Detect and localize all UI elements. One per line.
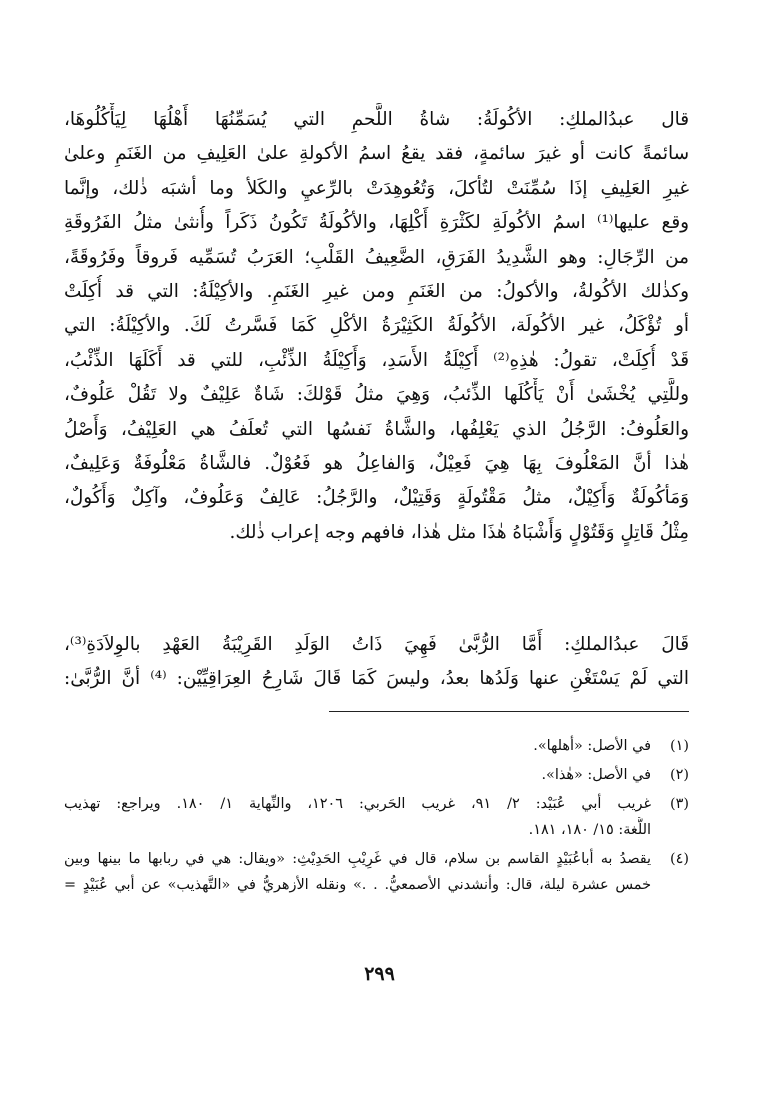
text-line: وَمَأكُولَةٌ وَأَكِيْلٌ، مثلُ مَقْتُولَةٍ وَقَتِيْلٌ، والرَّجُلُ: عَالِفٌ وَعَلُوفٌ، وآكِلٌ وَأَكُولٌ، [64, 487, 689, 509]
main-paragraph-1 [64, 103, 689, 550]
text-line: وقع عليها⁽¹⁾ اسمُ الأكُولَةِ لكَثْرَةِ أَكْلِهَا، والأكُولَةُ تَكُونُ ذَكَراً وأُنثىٰ مثلُ الفَرُوقَةِ [64, 212, 689, 234]
footnote-number: (٢) [670, 767, 689, 783]
footnote-text [64, 733, 651, 759]
footnote-number: (١) [670, 738, 689, 754]
text-line: قَالَ عبدُالملكِ: أَمَّا الرُّبَّىٰ فَهِيَ ذَاتُ الوَلَدِ القَرِيْبَةُ العَهْدِ بالوِلاَدَةِ⁽³⁾، [64, 634, 689, 655]
footnote-line: في الأصل: «هٰذا». [541, 767, 651, 783]
footnote [64, 733, 689, 759]
footnote-line: يقصدُ به أباعُبَيْدٍ القاسم بن سلام، قال في غَرِيْبِ الحَدِيْثِ: «ويقال: هي في ربابها ما بينها وبين [64, 851, 651, 867]
text-line: قَدْ أُكِلَتْ، تقولُ: هٰذِهِ⁽²⁾ أَكِيْلَةُ الأَسَدِ، وَأَكِيْلَةُ الذِّئْبِ، للتي قد أَكَلَهَا الذِّئْبُ، [64, 349, 689, 371]
text-line: أو تُؤْكَلُ، غير الأكُولَة، الأكُولَةُ الكَثِيْرَةُ الأكْلِ كَمَا فَسَّرتُ لَكَ. والأكِيْلَةُ: التي [64, 315, 689, 337]
footnote [64, 846, 689, 898]
footnote-line: في الأصل: «أهلها». [533, 738, 651, 754]
text-line: والعَلُوفُ: الرَّجُلُ الذي يَعْلِفُها، والشَّاةُ نَفسُها التي تُعلَفُ هي العَلِيْفُ، وَأَصْلُ [64, 418, 689, 440]
footnotes [64, 733, 689, 898]
footnote [64, 791, 689, 843]
text-line: التي لَمْ يَسْتَغْنِ عنها وَلَدُها بعدُ، وليسَ كَمَا قَالَ شَارِحُ العِرَاقِيِّيْن: ⁽⁴⁾ أنَّ الرُّبَّىٰ: [64, 668, 689, 690]
text-line: قال عبدُالملكِ: الأكُولَةُ: شاةُ اللَّحمِ التي يُسَمِّنُهَا أَهْلُهَا لِيَأْكُلُوهَا، [64, 109, 689, 130]
footnote-text [64, 762, 651, 788]
footnote-line: خمس عشرة ليلة، قال: وأنشدني الأصمعيُّ. . .» ونقله الأزهريُّ في «التَّهذيب» عن أبي عُبَيْدٍ = [64, 877, 651, 893]
text-line: غيرِ العَلِيفِ إذَا سُمِّنَتْ لتُأكلَ، وَتُعُوهِدَتْ بالرِّعيِ والكَلأ وما أشبَه ذٰلك، وإنَّما [64, 177, 689, 199]
footnote-line: غريب أبي عُبَيْد: ٢/ ٩١، غريب الحَربي: ١٢٠٦، والنِّهاية ١/ ١٨٠. ويراجع: تهذيب [64, 796, 651, 812]
main-paragraph-2 [64, 628, 689, 697]
text-line: وكذٰلك الأكُولةُ، والأكولُ: من الغَنَمِ ومن غيرِ الغَنَمِ. والأكِيْلَةُ: التي قد أُكِلَتْ [64, 280, 689, 302]
footnote-text [64, 791, 651, 843]
text-line: هٰذا أنَّ المَعْلُوفَ بِهَا هِيَ فَعِيْلٌ، وَالفاعِلُ هو فَعُوْلٌ. فالشَّاةُ مَعْلُوفَةٌ وَعَلِيفٌ، [64, 452, 689, 474]
footnote-divider [329, 711, 689, 712]
footnote-text [64, 846, 651, 898]
text-line: سائمةً كانت أو غيرَ سائمةٍ، فقد يقعُ اسمُ الأكولةِ علىٰ العَلِيفِ من الغَنَمِ وعلىٰ [64, 143, 689, 165]
footnote-number: (٣) [670, 796, 689, 812]
footnote-number: (٤) [670, 851, 689, 867]
text-line: مِثْلُ قَاتِلٍ وَقَتُوْلٍ وَأَشْبَاهُ هٰذَا مثل هٰذا، فافهم وجه إعراب ذٰلك. [229, 521, 689, 543]
text-line: وللَّتِي يُخْشَىٰ أَنْ يَأْكُلَها الذِّئبُ، وَهِيَ مثلُ قَوْلكَ: شَاةٌ عَلِيْفٌ ولا تَقُلْ عَلُوفٌ، [64, 384, 689, 406]
page-number: ٢٩٩ [364, 963, 395, 985]
footnote-line: اللُّغة: ١٥/ ١٨٠، ١٨١. [528, 822, 651, 838]
footnote [64, 762, 689, 788]
text-line: من الرِّجَالِ: وهو الشَّدِيدُ الفَرَقِ، الضَّعِيفُ القَلْبِ؛ العَرَبُ تُسَمِّيه فَروقاً وفَرُوقَةً، [64, 246, 689, 268]
